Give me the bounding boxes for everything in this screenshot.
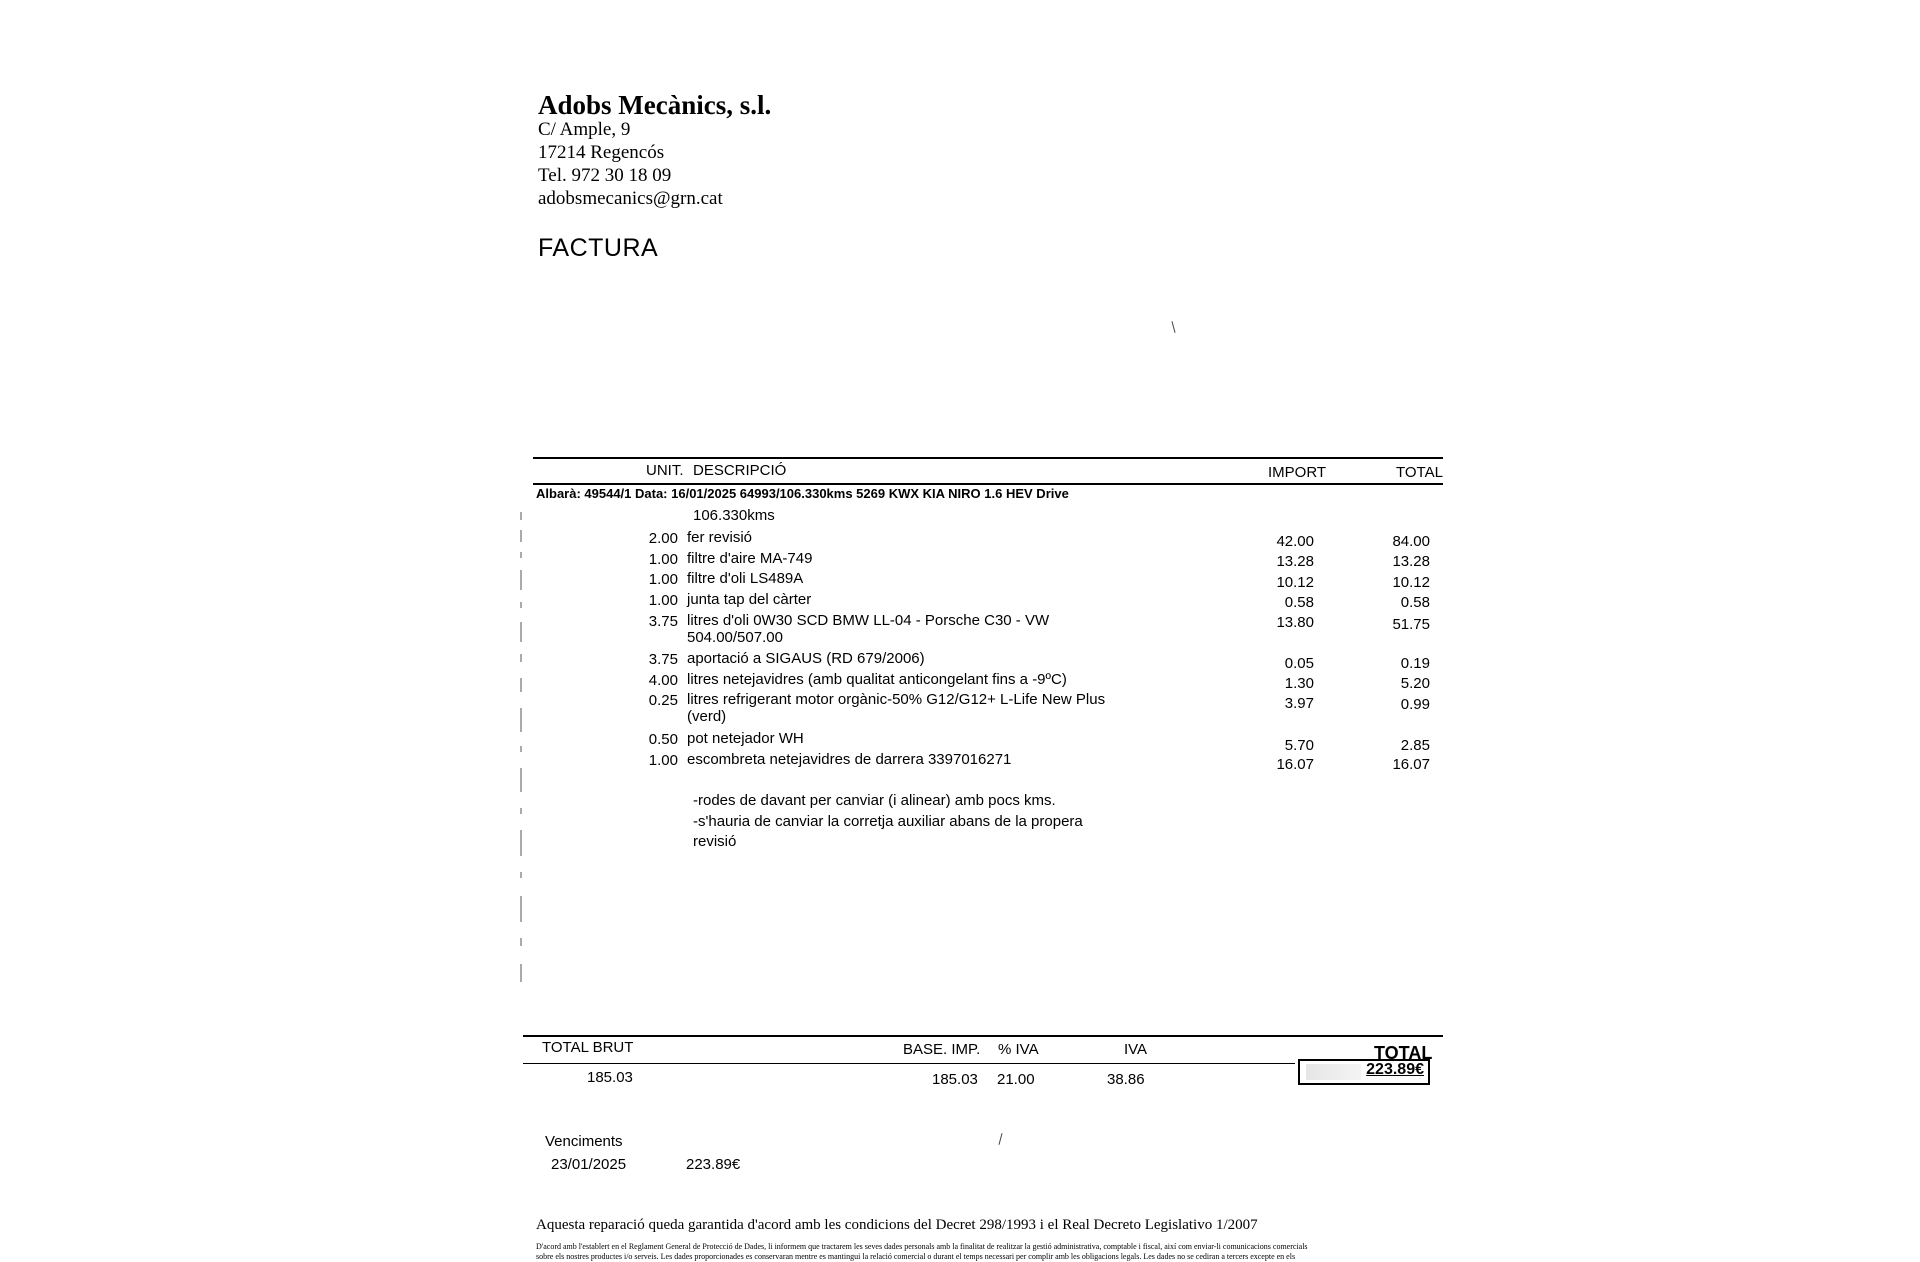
- summary-iva: 38.86: [1107, 1071, 1145, 1088]
- company-phone: Tel. 972 30 18 09: [538, 165, 672, 186]
- guarantee-text: Aquesta reparació queda garantida d'acord amb les condicions del Decret 298/1993 i el Real Decreto Legislativo 1/2007: [536, 1217, 1258, 1233]
- table-top-rule: [533, 457, 1443, 459]
- note-line: -s'hauria de canviar la corretja auxiliar abans de la propera: [693, 813, 1083, 830]
- row-total: 0.19: [1400, 655, 1430, 672]
- col-header-description: DESCRIPCIÓ: [693, 462, 787, 479]
- row-total: 0.58: [1400, 594, 1430, 611]
- summary-header-total-brut: TOTAL BRUT: [542, 1039, 634, 1056]
- row-qty: 1.00: [648, 592, 678, 609]
- summary-total-brut: 185.03: [587, 1069, 633, 1086]
- row-import: 1.30: [1284, 675, 1314, 692]
- note-line: revisió: [693, 833, 737, 850]
- row-description: aportació a SIGAUS (RD 679/2006): [687, 650, 925, 667]
- row-qty: 1.00: [648, 551, 678, 568]
- summary-base-imp: 185.03: [932, 1071, 978, 1088]
- row-qty: 4.00: [648, 672, 678, 689]
- col-header-unit: UNIT.: [646, 462, 684, 479]
- summary-pct-iva: 21.00: [997, 1071, 1035, 1088]
- row-total: 5.20: [1400, 675, 1430, 692]
- row-total: 16.07: [1392, 756, 1430, 773]
- row-import: 16.07: [1276, 756, 1314, 773]
- company-name: Adobs Mecànics, s.l.: [538, 90, 772, 120]
- summary-header-rule: [523, 1063, 1295, 1064]
- row-qty: 3.75: [648, 651, 678, 668]
- table-header-rule: [533, 483, 1443, 485]
- summary-top-rule: [523, 1035, 1443, 1037]
- company-email: adobsmecanics@grn.cat: [538, 188, 723, 209]
- row-description: filtre d'aire MA-749: [687, 550, 813, 567]
- grand-total-box: [1298, 1059, 1430, 1085]
- row-qty: 0.25: [648, 692, 678, 709]
- col-header-import: IMPORT: [1268, 464, 1327, 481]
- venciment-date: 23/01/2025: [551, 1156, 627, 1173]
- company-city: 17214 Regencós: [538, 142, 665, 163]
- row-description: litres refrigerant motor orgànic-50% G12/G12+ L-Life New Plus: [687, 691, 1106, 708]
- summary-header-total: TOTAL: [1374, 1043, 1433, 1063]
- row-total: 51.75: [1392, 616, 1430, 633]
- row-import: 42.00: [1276, 533, 1314, 550]
- row-description-cont: 504.00/507.00: [687, 629, 783, 646]
- row-description: pot netejador WH: [687, 730, 804, 747]
- row-description: junta tap del càrter: [687, 591, 812, 608]
- summary-header-base-imp: BASE. IMP.: [903, 1041, 981, 1058]
- row-qty: 1.00: [648, 571, 678, 588]
- albara-kms: 106.330kms: [693, 507, 775, 524]
- row-import: 13.80: [1276, 614, 1314, 631]
- venciment-amount: 223.89€: [686, 1156, 741, 1173]
- row-import: 10.12: [1276, 574, 1314, 591]
- scan-speck: [1171, 321, 1175, 333]
- summary-header-iva: IVA: [1124, 1041, 1148, 1058]
- col-header-total: TOTAL: [1396, 464, 1443, 481]
- row-description: filtre d'oli LS489A: [687, 570, 804, 587]
- row-import: 13.28: [1276, 553, 1314, 570]
- row-import: 0.05: [1284, 655, 1314, 672]
- scan-speck: [998, 1133, 1002, 1145]
- row-total: 10.12: [1392, 574, 1430, 591]
- row-import: 0.58: [1284, 594, 1314, 611]
- row-import: 3.97: [1284, 695, 1314, 712]
- row-qty: 3.75: [648, 613, 678, 630]
- total-box-shading: [1306, 1064, 1361, 1080]
- row-description: litres d'oli 0W30 SCD BMW LL-04 - Porsche C30 - VW: [687, 612, 1050, 629]
- company-street: C/ Ample, 9: [538, 119, 631, 140]
- row-qty: 0.50: [648, 731, 678, 748]
- row-description-cont: (verd): [687, 708, 727, 725]
- row-description: escombreta netejavidres de darrera 3397016271: [687, 751, 1012, 768]
- margin-scan-marks: [515, 512, 527, 984]
- row-import: 5.70: [1284, 737, 1314, 754]
- row-description: litres netejavidres (amb qualitat anticongelant fins a -9ºC): [687, 671, 1067, 688]
- row-total: 2.85: [1400, 737, 1430, 754]
- row-qty: 1.00: [648, 752, 678, 769]
- row-total: 13.28: [1392, 553, 1430, 570]
- row-total: 84.00: [1392, 533, 1430, 550]
- albara-line: Albarà: 49544/1 Data: 16/01/2025 64993/106.330kms 5269 KWX KIA NIRO 1.6 HEV Drive: [536, 486, 1069, 501]
- document-title: FACTURA: [538, 234, 659, 262]
- venciments-label: Venciments: [545, 1133, 623, 1150]
- grand-total-value: 223.89€: [1366, 1061, 1424, 1078]
- row-qty: 2.00: [648, 530, 678, 547]
- row-total: 0.99: [1400, 696, 1430, 713]
- note-line: -rodes de davant per canviar (i alinear) amb pocs kms.: [693, 792, 1056, 809]
- privacy-fine-print: D'acord amb l'establert en el Reglament General de Protecció de Dades, li informem que tractarem les seves dades personals amb la finalitat de realitzar la gestió administrativa, comptable i fiscal, així com enviar-li comunicacions comercials: [536, 1242, 1308, 1251]
- privacy-fine-print: sobre els nostres productes i/o serveis. Les dades proporcionades es conservaran mentre es mantingui la relació comercial o durant el temps necessari per complir amb les obligacions legals. Les dades no se cediran a tercers excepte en els: [536, 1252, 1296, 1261]
- summary-header-pct-iva: % IVA: [998, 1041, 1039, 1058]
- row-description: fer revisió: [687, 529, 753, 546]
